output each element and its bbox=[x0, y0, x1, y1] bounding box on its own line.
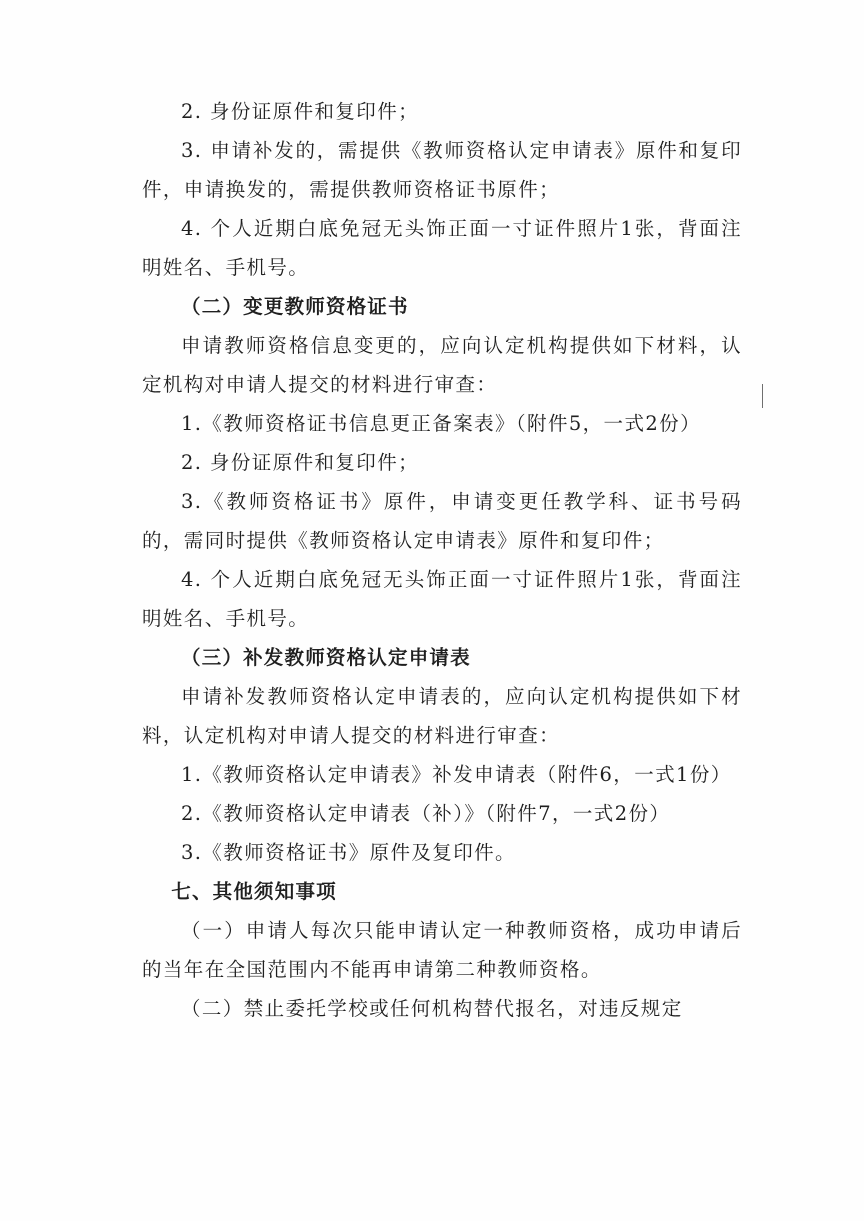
section-heading-other-notes: 七、其他须知事项 bbox=[171, 880, 337, 903]
section-heading-reissue-form: （三）补发教师资格认定申请表 bbox=[181, 646, 471, 669]
paragraph-reissue-materials: 3. 申请补发的，需提供《教师资格认定申请表》原件和复印件，申请换发的，需提供教师资格证书原件； bbox=[142, 139, 742, 201]
paragraph-notes-item-1: （一）申请人每次只能申请认定一种教师资格，成功申请后的当年在全国范围内不能再申请第二种教师资格。 bbox=[142, 919, 742, 981]
paragraph-change-item-4: 4. 个人近期白底免冠无头饰正面一寸证件照片1张，背面注明姓名、手机号。 bbox=[142, 568, 742, 630]
paragraph-reissue-form-intro: 申请补发教师资格认定申请表的，应向认定机构提供如下材料，认定机构对申请人提交的材料进行审查： bbox=[142, 685, 742, 747]
paragraph-change-item-3: 3.《教师资格证书》原件，申请变更任教学科、证书号码的，需同时提供《教师资格认定申请表》原件和复印件； bbox=[142, 490, 742, 552]
paragraph-photo-requirement: 4. 个人近期白底免冠无头饰正面一寸证件照片1张，背面注明姓名、手机号。 bbox=[142, 217, 742, 279]
paragraph-reissue-form-item-2: 2.《教师资格认定申请表（补）》（附件7，一式2份） bbox=[181, 802, 671, 825]
document-body bbox=[142, 92, 742, 1028]
paragraph-change-item-1: 1.《教师资格证书信息更正备案表》（附件5，一式2份） bbox=[181, 412, 701, 435]
paragraph-notes-item-2: （二）禁止委托学校或任何机构替代报名，对违反规定 bbox=[181, 997, 683, 1020]
paragraph-id-card-copies: 2. 身份证原件和复印件； bbox=[181, 100, 420, 123]
scan-margin-mark bbox=[762, 384, 763, 408]
paragraph-reissue-form-item-3: 3.《教师资格证书》原件及复印件。 bbox=[181, 841, 516, 864]
section-heading-change-certificate: （二）变更教师资格证书 bbox=[181, 295, 409, 318]
paragraph-reissue-form-item-1: 1.《教师资格认定申请表》补发申请表（附件6，一式1份） bbox=[181, 763, 732, 786]
paragraph-change-intro: 申请教师资格信息变更的，应向认定机构提供如下材料，认定机构对申请人提交的材料进行审查： bbox=[142, 334, 742, 396]
paragraph-change-item-2: 2. 身份证原件和复印件； bbox=[181, 451, 420, 474]
